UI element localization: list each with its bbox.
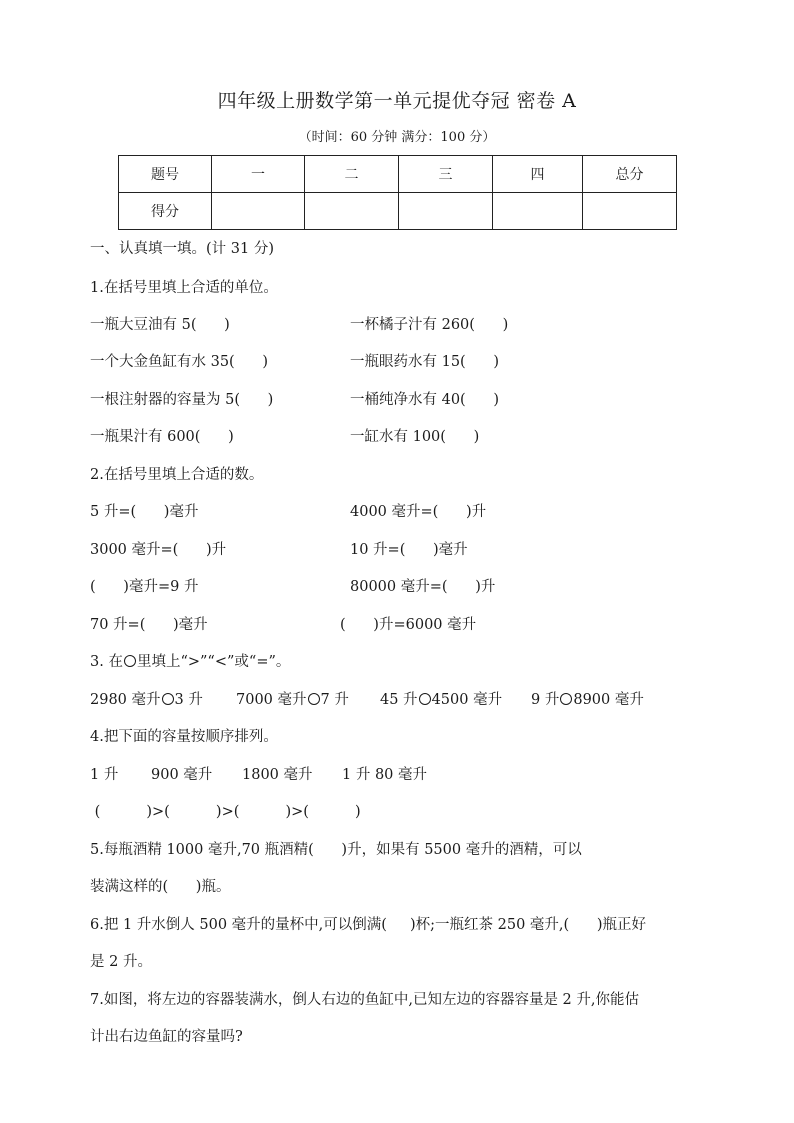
score-header-cell: 四 (492, 156, 582, 193)
question-4-prompt: 4.把下面的容量按顺序排列。 (90, 729, 278, 745)
score-header-cell: 一 (212, 156, 305, 193)
score-header-cell: 总分 (583, 156, 677, 193)
q1-item: 一根注射器的容量为 5( ) (90, 392, 274, 408)
score-header-cell: 二 (305, 156, 399, 193)
score-cell[interactable] (583, 193, 677, 230)
q3-right: 4500 毫升 (431, 692, 503, 708)
score-cell[interactable] (212, 193, 305, 230)
question-6-line: 是 2 升。 (90, 954, 152, 970)
q4-answer-blanks: ( )>( )>( )>( ) (90, 804, 361, 820)
q3-right: 8900 毫升 (573, 692, 644, 708)
q1-item: 一瓶大豆油有 5( ) (90, 317, 230, 333)
score-header-cell: 三 (398, 156, 492, 193)
q3-left: 45 升 (380, 692, 418, 708)
circle-icon (124, 655, 136, 667)
compare-circle-icon[interactable] (162, 693, 174, 705)
question-5-line: 5.每瓶酒精 1000 毫升,70 瓶酒精( )升，如果有 5500 毫升的酒精，可以 (90, 842, 582, 858)
compare-circle-icon[interactable] (308, 693, 320, 705)
question-7-line: 计出右边鱼缸的容量吗? (90, 1029, 243, 1045)
q4-value: 1 升 80 毫升 (342, 767, 428, 783)
question-2-prompt: 2.在括号里填上合适的数。 (90, 467, 264, 483)
q2-item: 80000 毫升=( )升 (350, 579, 496, 595)
score-row-label: 得分 (119, 193, 212, 230)
q1-item: 一个大金鱼缸有水 35( ) (90, 354, 269, 370)
q2-item: 5 升=( )毫升 (90, 504, 199, 520)
q2-item: 3000 毫升=( )升 (90, 542, 227, 558)
score-header-cell: 题号 (119, 156, 212, 193)
question-1-prompt: 1.在括号里填上合适的单位。 (90, 280, 278, 296)
page-title: 四年级上册数学第一单元提优夺冠 密卷 A (217, 90, 577, 112)
q3-item (380, 690, 502, 710)
q3-left: 7000 毫升 (236, 692, 307, 708)
q3-item (90, 690, 203, 710)
q3-right: 7 升 (320, 692, 349, 708)
q1-item: 一杯橘子汁有 260( ) (350, 317, 509, 333)
q3-left: 9 升 (531, 692, 560, 708)
question-7-line: 7.如图，将左边的容器装满水，倒人右边的鱼缸中,已知左边的容器容量是 2 升,你能估 (90, 992, 639, 1008)
question-5-line: 装满这样的( )瓶。 (90, 879, 231, 895)
q3-left: 2980 毫升 (90, 692, 161, 708)
question-6-line: 6.把 1 升水倒人 500 毫升的量杯中,可以倒满( )杯;一瓶红茶 250 毫升,( )瓶正好 (90, 917, 646, 933)
q3-right: 3 升 (174, 692, 203, 708)
score-table-score-row (119, 193, 677, 230)
q4-value: 900 毫升 (151, 767, 213, 783)
section-heading: 一、认真填一填。(计 31 分) (90, 241, 274, 257)
q4-value: 1 升 (90, 767, 119, 783)
q3-item (236, 690, 349, 710)
exam-info: （时间：60 分钟 满分：100 分） (298, 130, 496, 145)
q1-item: 一瓶果汁有 600( ) (90, 429, 234, 445)
q1-item: 一瓶眼药水有 15( ) (350, 354, 500, 370)
question-3-prompt (90, 652, 290, 672)
score-cell[interactable] (398, 193, 492, 230)
q2-item: 4000 毫升=( )升 (350, 504, 487, 520)
q3-prompt-tail: 里填上“>”“<”或“=”。 (136, 654, 291, 670)
q1-item: 一桶纯净水有 40( ) (350, 392, 500, 408)
score-cell[interactable] (492, 193, 582, 230)
q1-item: 一缸水有 100( ) (350, 429, 480, 445)
score-table-header-row (119, 156, 677, 193)
compare-circle-icon[interactable] (419, 693, 431, 705)
q2-item: ( )毫升=9 升 (90, 579, 199, 595)
q3-item (531, 690, 644, 710)
q4-value: 1800 毫升 (242, 767, 313, 783)
q3-prompt-text: 3. 在 (90, 654, 123, 670)
compare-circle-icon[interactable] (560, 693, 572, 705)
q2-item: 10 升=( )毫升 (350, 542, 468, 558)
q2-item: 70 升=( )毫升 (90, 617, 208, 633)
score-cell[interactable] (305, 193, 399, 230)
score-table (118, 155, 677, 230)
q2-item: ( )升=6000 毫升 (340, 617, 477, 633)
